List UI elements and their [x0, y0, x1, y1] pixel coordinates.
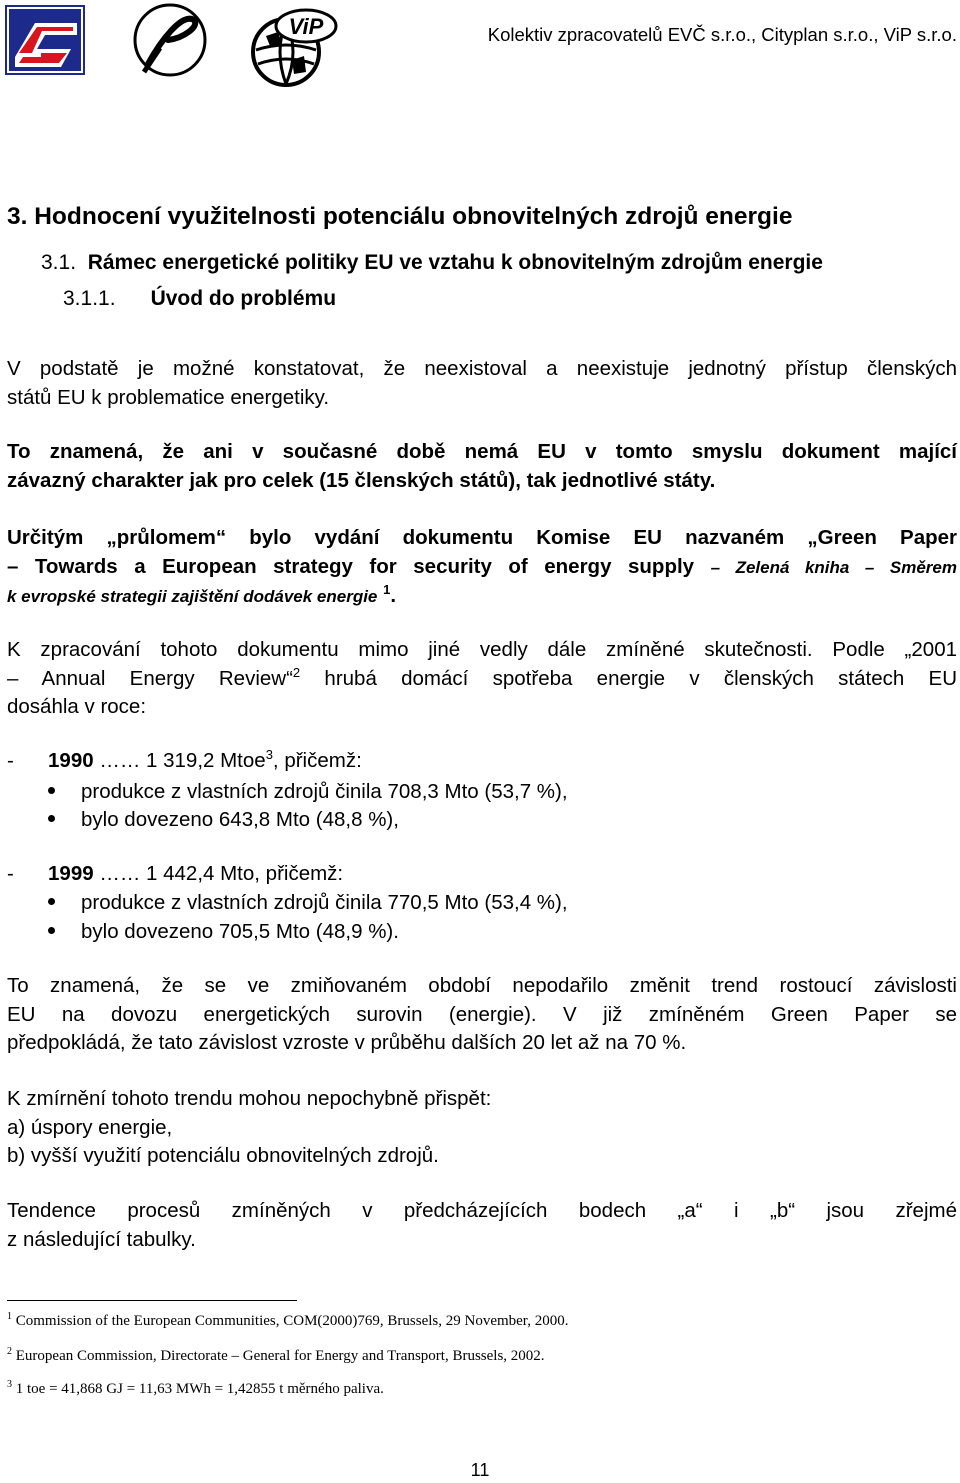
text-line: předpokládá, že tato závislost vzroste v průběhu dalších 20 let až na 70 %.: [7, 1031, 687, 1054]
period: .: [390, 584, 397, 607]
subsection-title: Rámec energetické politiky EU ve vztahu k obnovitelným zdrojům energie: [87, 251, 823, 274]
bullet-icon: [48, 815, 55, 822]
footnote-ref: 1: [383, 582, 391, 598]
list-dash: -: [7, 862, 14, 885]
header-title: Kolektiv zpracovatelů EVČ s.r.o., Cityplan s.r.o., ViP s.r.o.: [487, 24, 957, 45]
text-line: Tendence procesů zmíněných v předcházejících bodech „a“ i „b“ jsou zřejmé: [7, 1199, 957, 1222]
footnote-divider: [7, 1300, 297, 1301]
text-line: b) vyšší využití potenciálu obnovitelných zdrojů.: [7, 1144, 439, 1167]
text-line: To znamená, že ani v současné době nemá EU v tomto smyslu dokument mající: [7, 440, 957, 463]
year-label: 1999: [48, 862, 94, 885]
bullet-item: [48, 891, 568, 915]
paragraph-annual-review: [7, 636, 957, 722]
text-line: K zpracování tohoto dokumentu mimo jiné vedly dále zmíněné skutečnosti. Podle „2001: [7, 638, 957, 661]
footnote-ref: 3: [265, 747, 273, 763]
review-title: – Annual Energy Review“: [7, 666, 293, 690]
bullet-icon: [48, 898, 55, 905]
text-line: [7, 582, 957, 612]
text-line: a) úspory energie,: [7, 1115, 173, 1139]
vip-logo: [244, 2, 340, 90]
year-label: 1990: [48, 749, 94, 772]
list-dash: -: [7, 749, 14, 772]
subsubsection-heading: [63, 287, 336, 311]
text-line: V podstatě je možné konstatovat, že neexistoval a neexistuje jednotný přístup členských: [7, 357, 957, 380]
text-line: K zmírnění tohoto trendu mohou nepochybně přispět:: [7, 1087, 492, 1110]
subsection-number: 3.1.: [41, 251, 77, 274]
paragraph-tendency: [7, 1197, 957, 1254]
green-paper-czech-title-cont: k evropské strategii zajištění dodávek energie: [7, 587, 378, 606]
year-suffix: , přičemž:: [272, 749, 362, 772]
bullet-item: [48, 780, 568, 804]
page-number: 11: [470, 1460, 490, 1480]
bullet-text: bylo dovezeno 643,8 Mto (48,8 %),: [81, 808, 399, 831]
vip-logo-text: ViP: [288, 14, 324, 39]
bullet-icon: [48, 787, 55, 794]
bullet-icon: [48, 927, 55, 934]
text-line: To znamená, že se ve zmiňovaném období nepodařilo změnit trend rostoucí závislosti: [7, 974, 957, 997]
text-line: EU na dovozu energetických surovin (energie). V již zmíněném Green Paper se: [7, 1002, 957, 1026]
review-text: hrubá domácí spotřeba energie v členských státech EU: [300, 666, 957, 690]
year-value: …… 1 319,2 Mtoe: [93, 749, 266, 772]
footnote-number: 2: [7, 1346, 12, 1357]
paragraph-mitigation: [7, 1085, 957, 1171]
subsubsection-number: 3.1.1.: [63, 287, 116, 310]
text-line: z následující tabulky.: [7, 1227, 196, 1251]
text-line: [7, 665, 957, 694]
footnote-1: [7, 1313, 568, 1330]
year-value: …… 1 442,4 Mto, přičemž:: [93, 862, 344, 885]
paragraph-green-paper: [7, 524, 957, 612]
list-item-1990: [7, 749, 362, 773]
text-line: [7, 553, 957, 583]
text-line: států EU k problematice energetiky.: [7, 385, 330, 409]
footnote-number: 1: [7, 1311, 12, 1322]
subsubsection-title: Úvod do problému: [150, 287, 337, 310]
text-line: Určitým „průlomem“ bylo vydání dokumentu Komise EU nazvaném „Green Paper: [7, 526, 957, 549]
paragraph-no-document: [7, 438, 957, 495]
green-paper-title: – Towards a European strategy for security of energy supply: [7, 554, 695, 578]
footnote-text: Commission of the European Communities, COM(2000)769, Brussels, 29 November, 2000.: [12, 1313, 569, 1329]
paragraph-dependency: [7, 972, 957, 1058]
subsection-heading: [41, 251, 823, 275]
text-line: dosáhla v roce:: [7, 695, 147, 718]
footnote-3: [7, 1381, 384, 1398]
footnote-text: European Commission, Directorate – General for Energy and Transport, Brussels, 2002.: [12, 1348, 545, 1364]
list-item-1999: [7, 862, 343, 886]
bullet-text: produkce z vlastních zdrojů činila 708,3 Mto (53,7 %),: [81, 780, 568, 803]
bullet-text: bylo dovezeno 705,5 Mto (48,9 %).: [81, 920, 399, 943]
bullet-item: [48, 920, 399, 944]
paragraph-intro: [7, 355, 957, 412]
bullet-text: produkce z vlastních zdrojů činila 770,5 Mto (53,4 %),: [81, 891, 568, 914]
green-paper-czech-title: – Zelená kniha – Směrem: [710, 557, 957, 577]
footnote-text: 1 toe = 41,868 GJ = 11,63 MWh = 1,42855 t měrného paliva.: [12, 1381, 384, 1397]
footnote-2: [7, 1348, 545, 1365]
footnote-ref: 2: [292, 664, 301, 680]
footnote-number: 3: [7, 1379, 12, 1390]
text-line: závazný charakter jak pro celek (15 členských států), tak jednotlivé státy.: [7, 468, 716, 492]
bullet-item: [48, 808, 399, 832]
section-heading: 3. Hodnocení využitelnosti potenciálu obnovitelných zdrojů energie: [7, 203, 793, 230]
